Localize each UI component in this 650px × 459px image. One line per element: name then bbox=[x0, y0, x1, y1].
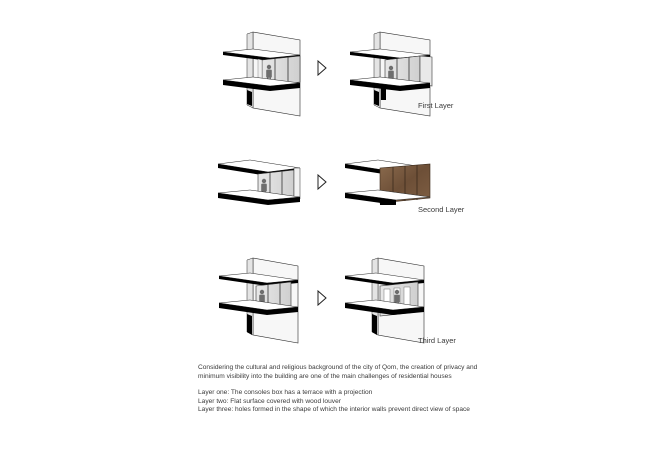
layer-two-note: Layer two: Flat surface covered with wood louver bbox=[198, 397, 341, 405]
intro-paragraph: Considering the cultural and religious background of the city of Qom, the creation of privacy and minimum visibility into the building are one of the main challenges of residential houses bbox=[198, 364, 478, 380]
third-layer-label: Third Layer bbox=[418, 336, 456, 345]
second-layer-label: Second Layer bbox=[418, 205, 465, 214]
layer1-before-model bbox=[223, 32, 300, 116]
layer-one-note: Layer one: The consoles box has a terrace with a projection bbox=[198, 389, 373, 397]
arrow-2 bbox=[318, 175, 326, 189]
arrow-1 bbox=[318, 61, 326, 75]
layer3-after-model bbox=[345, 258, 424, 343]
layer3-before-model bbox=[219, 258, 298, 343]
first-layer-label: First Layer bbox=[418, 101, 454, 110]
arrow-3 bbox=[318, 291, 326, 305]
layer2-before-model bbox=[218, 160, 300, 205]
layer2-after-model bbox=[345, 160, 430, 205]
description-caption bbox=[198, 364, 498, 415]
layer-three-note: Layer three: holes formed in the shape of which the interior walls prevent direct view of space bbox=[198, 406, 470, 414]
